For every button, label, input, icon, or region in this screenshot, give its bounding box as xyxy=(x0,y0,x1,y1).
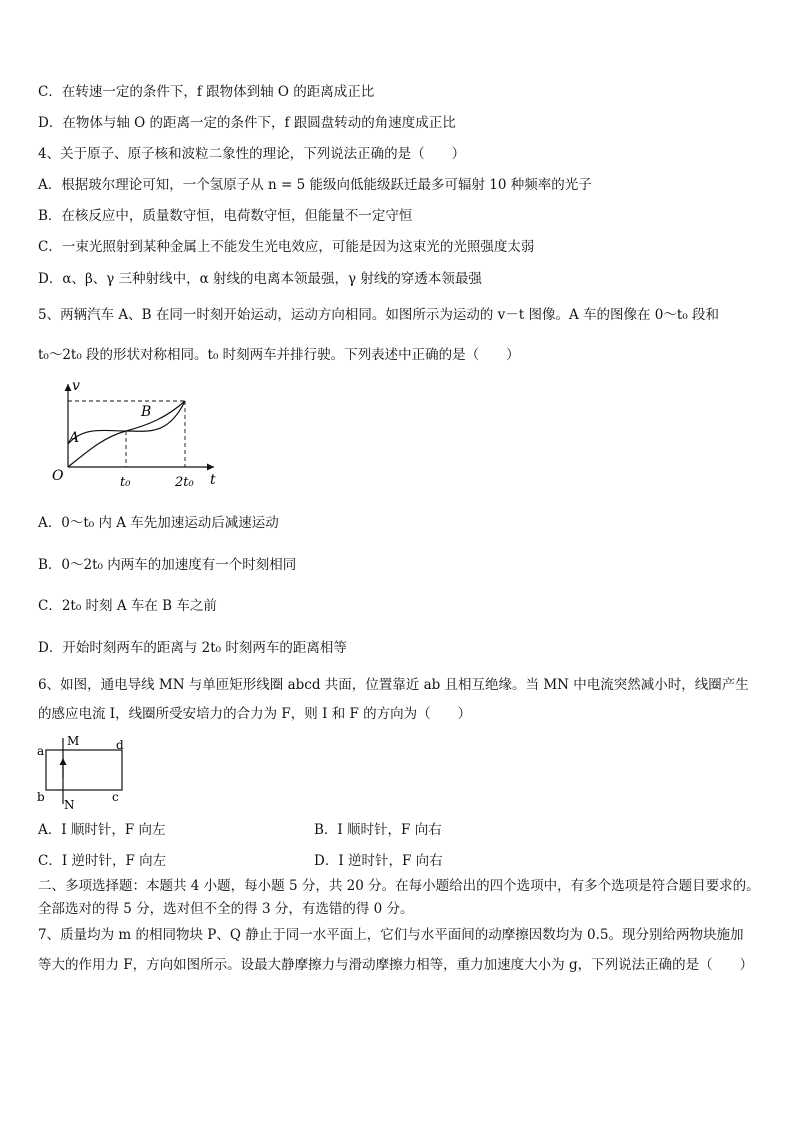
q4-stem: 4、关于原子、原子核和波粒二象性的理论，下列说法正确的是（ ） xyxy=(38,146,466,162)
curve-b xyxy=(68,401,185,467)
origin-label: O xyxy=(52,468,64,484)
q6-option-a: A．I 顺时针，F 向左 xyxy=(38,822,166,838)
tick-2t0-label: 2t₀ xyxy=(175,475,194,490)
coil-rectangle xyxy=(46,750,122,790)
curve-a-label: A xyxy=(69,430,80,446)
q4-option-d: D．α、β、γ 三种射线中，α 射线的电离本领最强，γ 射线的穿透本领最强 xyxy=(38,271,482,287)
q5-option-c: C．2t₀ 时刻 A 车在 B 车之前 xyxy=(38,598,217,614)
q5-option-a: A．0～t₀ 内 A 车先加速运动后减速运动 xyxy=(38,515,279,531)
wire-n-label: N xyxy=(64,798,75,812)
corner-d-label: d xyxy=(116,738,124,752)
q7-stem-line1: 7、质量均为 m 的相同物块 P、Q 静止于同一水平面上，它们与水平面间的动摩擦因数均为 0.5。现分别给两物块施加 xyxy=(38,927,744,943)
q3-option-d: D．在物体与轴 O 的距离一定的条件下，f 跟圆盘转动的角速度成正比 xyxy=(38,115,456,131)
section-2-heading-line2: 全部选对的得 5 分，选对但不全的得 3 分，有选错的得 0 分。 xyxy=(38,901,414,917)
curve-b-label: B xyxy=(141,404,152,420)
corner-c-label: c xyxy=(112,790,119,804)
q4-option-a: A．根据玻尔理论可知，一个氢原子从 n = 5 能级向低能级跃迁最多可辐射 10 种频率的光子 xyxy=(38,177,592,193)
q6-option-d: D．I 逆时针，F 向右 xyxy=(314,853,443,869)
vt-graph xyxy=(44,374,234,492)
coil-diagram xyxy=(34,730,134,812)
q5-stem-line1: 5、两辆汽车 A、B 在同一时刻开始运动，运动方向相同。如图所示为运动的 v－t 图像。A 车的图像在 0～t₀ 段和 xyxy=(38,307,720,323)
tick-t0-label: t₀ xyxy=(120,475,131,490)
axis-v-label: v xyxy=(72,378,80,394)
q6-stem-line2: 的感应电流 I，线圈所受安培力的合力为 F，则 I 和 F 的方向为（ ） xyxy=(38,706,472,722)
q6-stem-line1: 6、如图，通电导线 MN 与单匝矩形线圈 abcd 共面，位置靠近 ab 且相互绝缘。当 MN 中电流突然减小时，线圈产生 xyxy=(38,677,749,693)
corner-b-label: b xyxy=(37,790,45,804)
q4-option-c: C．一束光照射到某种金属上不能发生光电效应，可能是因为这束光的光照强度太弱 xyxy=(38,239,535,255)
curve-a xyxy=(68,401,185,444)
q4-option-b: B．在核反应中，质量数守恒，电荷数守恒，但能量不一定守恒 xyxy=(38,208,413,224)
q3-option-c: C．在转速一定的条件下，f 跟物体到轴 O 的距离成正比 xyxy=(38,84,375,100)
axis-t-label: t xyxy=(210,472,216,488)
q6-option-c: C．I 逆时针，F 向左 xyxy=(38,853,167,869)
wire-m-label: M xyxy=(67,734,80,748)
q5-option-d: D．开始时刻两车的距离与 2t₀ 时刻两车的距离相等 xyxy=(38,640,347,656)
q6-option-b: B．I 顺时针，F 向右 xyxy=(314,822,442,838)
q7-stem-line2: 等大的作用力 F，方向如图所示。设最大静摩擦力与滑动摩擦力相等，重力加速度大小为 g，下列说法正确的是（ ） xyxy=(38,957,754,973)
corner-a-label: a xyxy=(37,744,45,758)
q5-option-b: B．0～2t₀ 内两车的加速度有一个时刻相同 xyxy=(38,557,297,573)
q5-stem-line2: t₀～2t₀ 段的形状对称相同。t₀ 时刻两车并排行驶。下列表述中正确的是（ ） xyxy=(38,347,520,363)
section-2-heading-line1: 二、多项选择题：本题共 4 小题，每小题 5 分，共 20 分。在每小题给出的四个选项中，有多个选项是符合题目要求的。 xyxy=(38,878,760,894)
